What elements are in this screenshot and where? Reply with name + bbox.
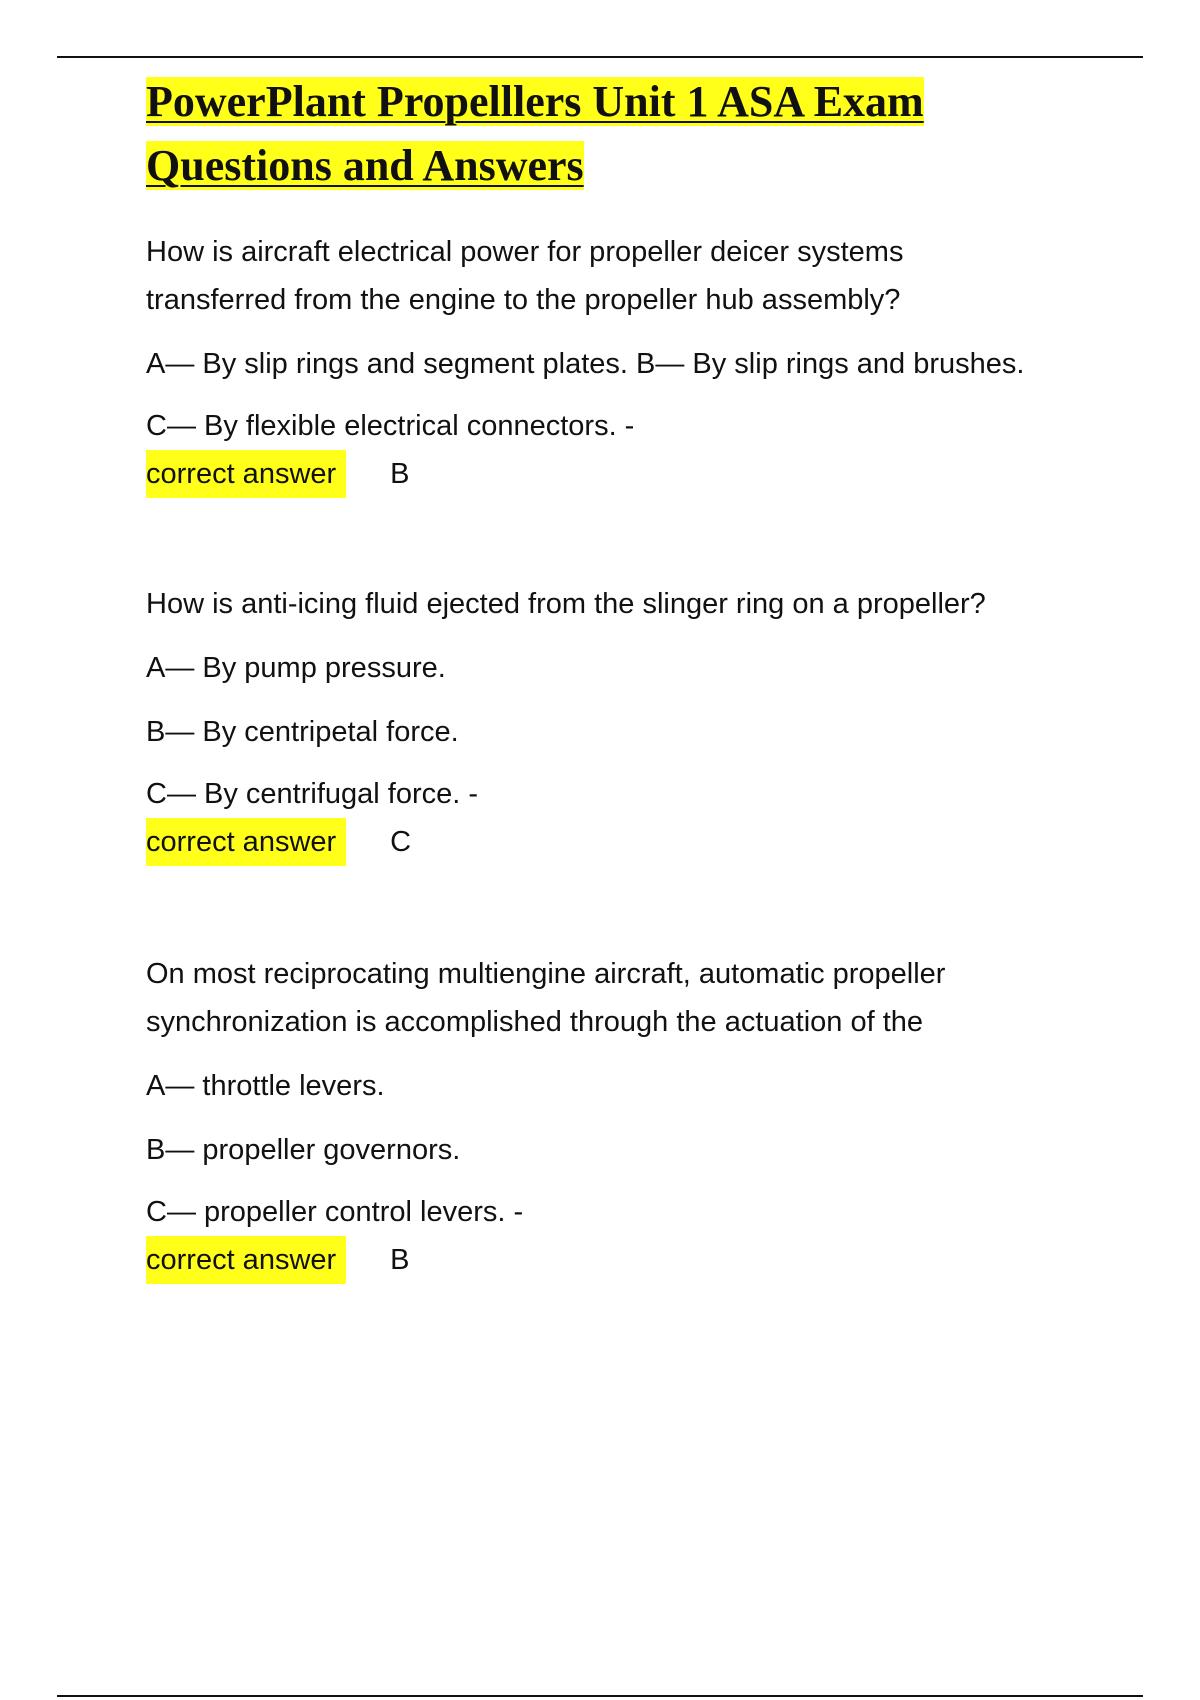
question-text [146,950,1086,1046]
question-line: On most reciprocating multiengine aircraft, automatic propeller [146,958,946,990]
option-line: C— By flexible electrical connectors. - [146,410,635,442]
correct-answer-value: C [390,826,412,858]
answer-row [146,450,1086,498]
document-title [146,70,1086,198]
question-item-2 [146,580,1086,866]
document-body [146,70,1086,1276]
title-highlight-2: Questions and Answers [146,141,584,190]
correct-answer-label: correct answer [146,450,346,498]
answer-row [146,818,1086,866]
option-line: A— By slip rings and segment plates. B— By slip rings and brushes. [146,348,1025,380]
option-a: A— throttle levers. [146,1070,385,1102]
option-b: B— By centripetal force. [146,716,459,748]
option-b: B— propeller governors. [146,1134,461,1166]
correct-answer-value: B [390,1244,410,1276]
option-c: C— propeller control levers. - [146,1196,524,1228]
correct-answer-label: correct answer [146,1236,346,1284]
question-line: How is anti-icing fluid ejected from the slinger ring on a propeller? [146,588,986,620]
question-line: How is aircraft electrical power for propeller deicer systems [146,236,904,268]
question-item-3 [146,950,1086,1284]
title-line-2 [146,134,1086,198]
option-a: A— By pump pressure. [146,652,446,684]
question-line: synchronization is accomplished through the actuation of the [146,1006,924,1038]
option-c: C— By centrifugal force. - [146,778,478,810]
title-line-1 [146,70,1086,134]
correct-answer-label: correct answer [146,818,346,866]
answer-row [146,1236,1086,1284]
title-highlight-1: PowerPlant Propelllers Unit 1 ASA Exam [146,77,924,126]
bottom-rule [57,1695,1143,1697]
question-item-1 [146,228,1086,498]
question-text [146,580,1086,628]
question-text [146,228,1086,324]
top-rule [57,56,1143,58]
correct-answer-value: B [390,458,410,490]
question-line: transferred from the engine to the propeller hub assembly? [146,284,901,316]
